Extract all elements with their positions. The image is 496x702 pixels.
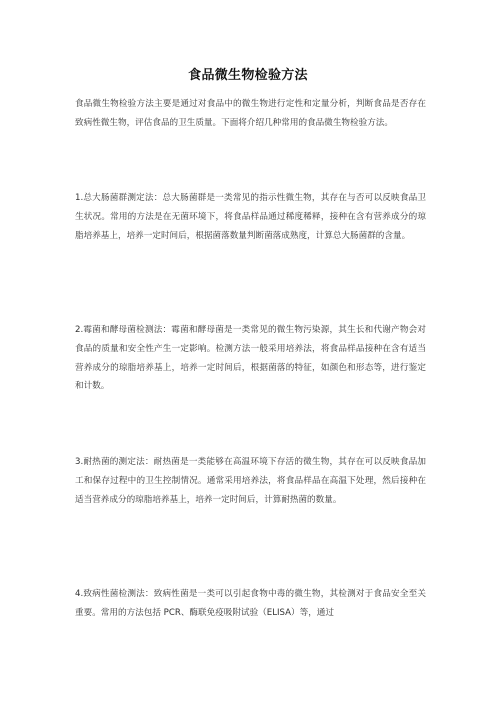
method-2-paragraph: 2.霉菌和酵母菌检测法：霉菌和酵母菌是一类常见的微生物污染源，其生长和代谢产物会对食品的质量和安全性产生一定影响。检测方法一般采用培养法，将食品样品接种在含有适当营养成分的琼脂培养基上，培养一定时间后，根据菌落的特征，如颜色和形态等，进行鉴定和计数。 [75,325,426,392]
document-title: 食品微生物检验方法 [188,68,308,83]
method-4-paragraph: 4.致病性菌检测法：致病性菌是一类可以引起食物中毒的微生物，其检测对于食品安全至关重要。常用的方法包括 PCR、酶联免疫吸附试验（ELISA）等，通过 [75,589,426,618]
method-3-paragraph: 3.耐热菌的测定法：耐热菌是一类能够在高温环境下存活的微生物，其存在可以反映食品加工和保存过程中的卫生控制情况。通常采用培养法，将食品样品在高温下处理，然后接种在适当营养成分的琼脂培养基上，培养一定时间后，计算耐热菌的数量。 [75,457,426,505]
intro-paragraph: 食品微生物检验方法主要是通过对食品中的微生物进行定性和定量分析，判断食品是否存在致病性微生物，评估食品的卫生质量。下面将介绍几种常用的食品微生物检验方法。 [75,99,426,128]
method-1-paragraph: 1.总大肠菌群测定法：总大肠菌群是一类常见的指示性微生物，其存在与否可以反映食品卫生状况。常用的方法是在无菌环境下，将食品样品通过稀度稀释，接种在含有营养成分的琼脂培养基上，培养一定时间后，根据菌落数量判断菌落成熟度，计算总大肠菌群的含量。 [75,193,426,241]
